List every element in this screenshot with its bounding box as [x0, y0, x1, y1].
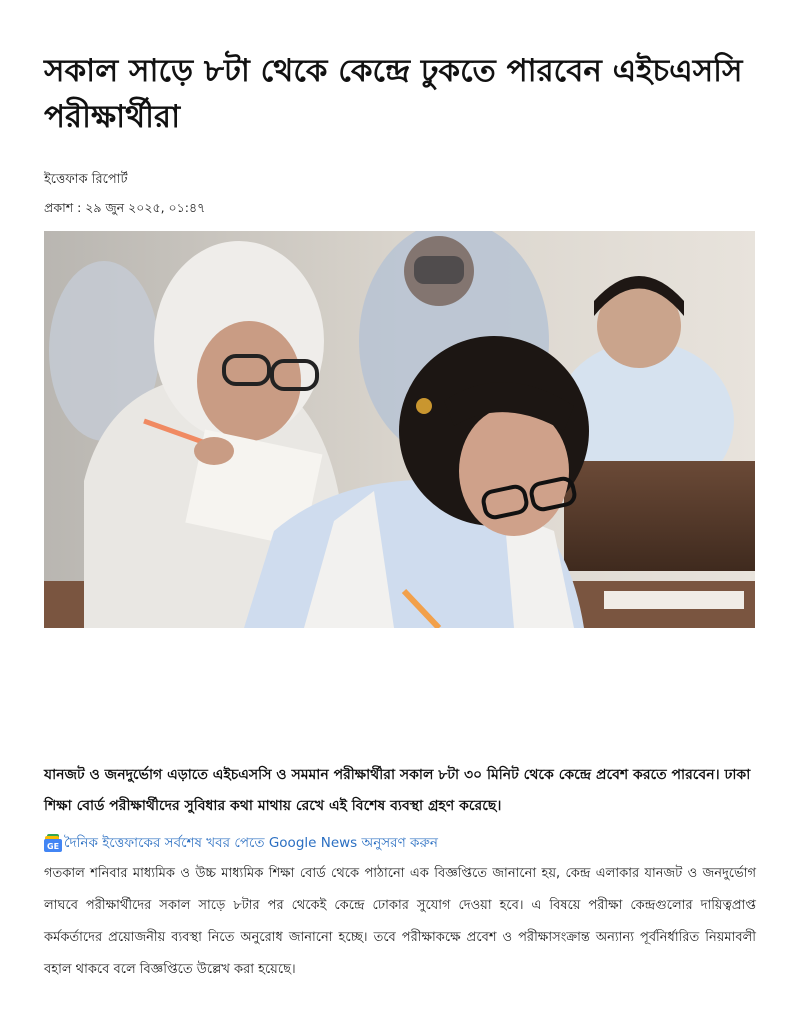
article-body: গতকাল শনিবার মাধ্যমিক ও উচ্চ মাধ্যমিক শিক্ষা বোর্ড থেকে পাঠানো এক বিজ্ঞপ্তিতে জানানো হয়, কেন্দ্র এলাকার যানজট ও জনদুর্ভোগ লাঘবে পরীক্ষার্থীদের সকাল সাড়ে ৮টার পর থেকেই কেন্দ্রে ঢোকার সুযোগ দেওয়া হবে। এ বিষয়ে পরীক্ষা কেন্দ্রগুলোর দায়িত্বপ্রাপ্ত কর্মকর্তাদের প্রয়োজনীয় ব্যবস্থা নিতে অনুরোধ জানানো হচ্ছে। তবে পরীক্ষাকক্ষে প্রবেশ ও পরীক্ষাসংক্রান্ত অন্যান্য পূর্বনির্ধারিত নিয়মাবলী বহাল থাকবে বলে বিজ্ঞপ্তিতে উল্লেখ করা হয়েছে। — [44, 866, 756, 977]
article-headline: সকাল সাড়ে ৮টা থেকে কেন্দ্রে ঢুকতে পারবেন এইচএসসি পরীক্ষার্থীরা — [44, 53, 743, 135]
google-news-icon — [44, 834, 62, 852]
article-byline[interactable]: ইত্তেফাক রিপোর্ট — [44, 172, 128, 187]
google-news-follow[interactable] — [44, 831, 438, 855]
hero-image — [44, 231, 755, 628]
svg-text:GE: GE — [47, 842, 60, 851]
google-news-link[interactable]: দৈনিক ইত্তেফাকের সর্বশেষ খবর পেতে Google News অনুসরণ করুন — [64, 834, 438, 851]
article-lead: যানজট ও জনদুর্ভোগ এড়াতে এইচএসসি ও সমমান পরীক্ষার্থীরা সকাল ৮টা ৩০ মিনিট থেকে কেন্দ্রে প্রবেশ করতে পারবেন। ঢাকা শিক্ষা বোর্ড পরীক্ষার্থীদের সুবিধার কথা মাথায় রেখে এই বিশেষ ব্যবস্থা গ্রহণ করেছে। — [44, 767, 751, 814]
publish-date: প্রকাশ : ২৯ জুন ২০২৫, ০১:৪৭ — [44, 200, 206, 215]
